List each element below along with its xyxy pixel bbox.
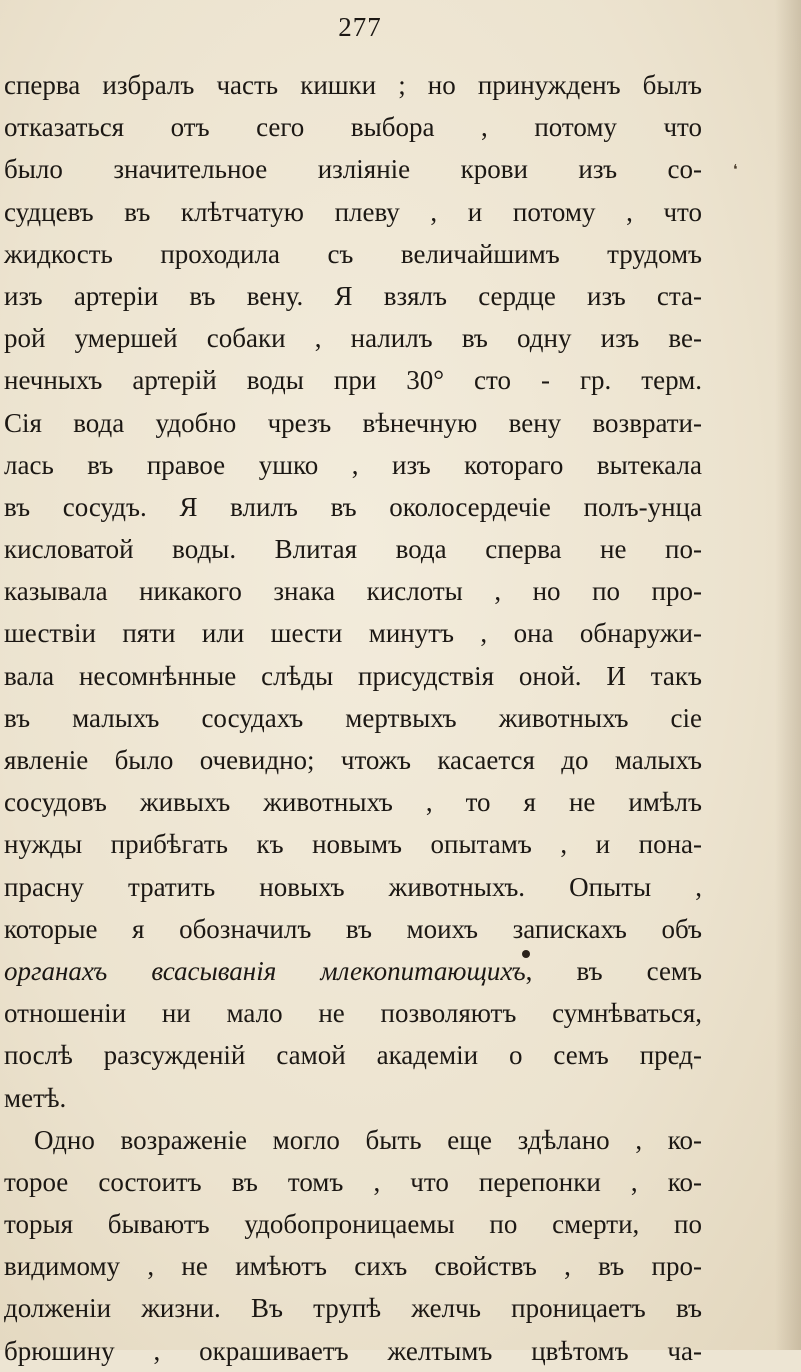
body-text xyxy=(4,64,702,1372)
italic-title-phrase: органахъ всасыванія млекопитающихъ xyxy=(4,955,526,986)
text-line: сперва избралъ часть кишки ; но принужденъ былъ xyxy=(4,70,702,100)
text-line-italic-title xyxy=(4,950,702,992)
text-line: отказаться отъ сего выбора , потому что xyxy=(4,112,702,143)
text-line: отношеніи ни мало не позволяютъ сумнѣваться, xyxy=(4,998,702,1029)
text-line: которые я обозначилъ въ моихъ запискахъ объ xyxy=(4,913,702,944)
text-line: брюшину , окрашиваетъ желтымъ цвѣтомъ ча- xyxy=(4,1335,702,1366)
text-line: нечныхъ артерій воды при 30° сто - гр. терм. xyxy=(4,365,702,396)
text-line: Одно возраженіе могло быть еще здѣлано , ко- xyxy=(34,1124,702,1155)
text-line: торое состоитъ въ томъ , что перепонки , ко- xyxy=(4,1166,702,1197)
text-line: жидкость проходила съ величайшимъ трудомъ xyxy=(4,238,702,269)
text-line: казывала никакого знака кислоты , но по про- xyxy=(4,576,702,607)
text-line: послѣ разсужденій самой академіи о семъ пред- xyxy=(4,1040,702,1071)
text-line: лась въ правое ушко , изъ котораго вытекала xyxy=(4,449,702,480)
text-line: судцевъ въ клѣтчатую плеву , и потому , что xyxy=(4,196,702,227)
text-line: въ сосудъ. Я влилъ въ околосердечіе полъ-унца xyxy=(4,491,702,522)
text-line: шествіи пяти или шести минутъ , она обнаружи- xyxy=(4,618,702,649)
text-line: прасну тратить новыхъ животныхъ. Опыты , xyxy=(4,871,702,902)
text-line: рой умершей собаки , налилъ въ одну изъ ве- xyxy=(4,323,702,354)
text-line: Сія вода удобно чрезъ вѣнечную вену возврати- xyxy=(4,407,702,438)
text-line: вала несомнѣнные слѣды присудствія оной. И такъ xyxy=(4,660,702,691)
text-line: явленіе было очевидно; чтожъ касается до малыхъ xyxy=(4,745,702,775)
text-line: кисловатой воды. Влитая вода сперва не по- xyxy=(4,534,702,565)
spine-shadow xyxy=(775,0,801,1350)
text-line: нужды прибѣгать къ новымъ опытамъ , и пона- xyxy=(4,829,702,860)
text-line: сосудовъ живыхъ животныхъ , то я не имѣлъ xyxy=(4,787,702,818)
text-line: метѣ. xyxy=(4,1082,67,1113)
text-line: видимому , не имѣютъ сихъ свойствъ , въ про- xyxy=(4,1251,702,1282)
text-line: было значительное изліяніе крови изъ со- xyxy=(4,154,702,185)
stray-ink-mark: ❛ xyxy=(733,163,738,178)
italic-line-rest: , въ семъ xyxy=(525,955,702,986)
page-number: 277 xyxy=(338,12,382,42)
text-line: изъ артеріи въ вену. Я взялъ сердце изъ ста- xyxy=(4,280,702,311)
text-line: долженіи жизни. Въ трупѣ желчь проницаетъ въ xyxy=(4,1293,702,1324)
text-line: торыя бываютъ удобопроницаемы по смерти, по xyxy=(4,1209,702,1240)
text-line: въ малыхъ сосудахъ мертвыхъ животныхъ сіе xyxy=(4,702,702,733)
